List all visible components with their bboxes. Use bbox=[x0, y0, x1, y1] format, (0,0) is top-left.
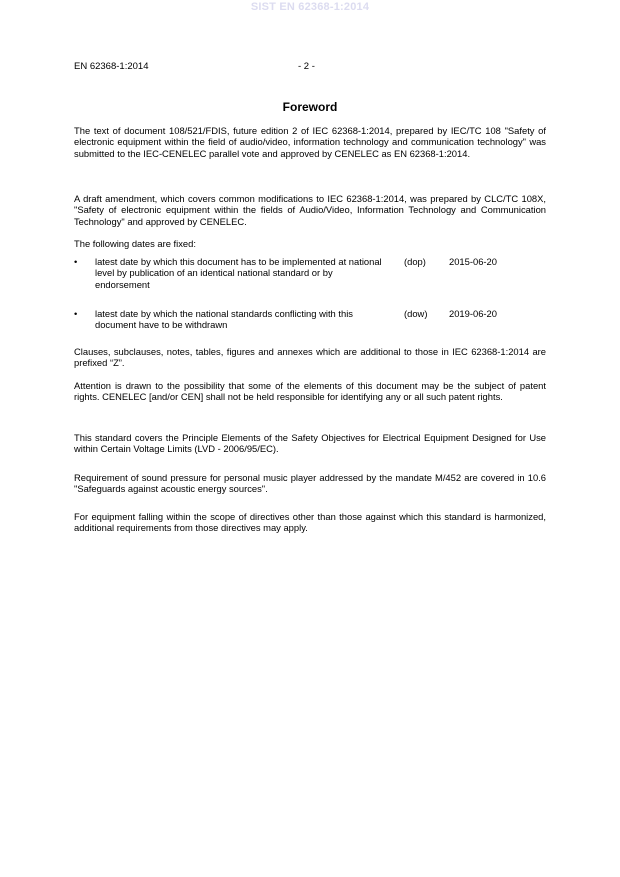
bullet-icon: • bbox=[74, 308, 78, 319]
date-item-text: latest date by which this document has to be implemented at national level by publication of an identical national standard or by endorsement bbox=[95, 256, 382, 290]
paragraph-lvd: This standard covers the Principle Elements of the Safety Objectives for Electrical Equipment Designed for Use within Certain Voltage Limits (LVD - 2006/95/EC). bbox=[74, 432, 546, 455]
paragraph-document-text: The text of document 108/521/FDIS, future edition 2 of IEC 62368-1:2014, prepared by IEC/TC 108 "Safety of electronic equipment within the field of audio/video, information technology and communication technology" was submitted to the IEC-CENELEC parallel vote and approved by CENELEC as EN 62368-1:2014. bbox=[74, 125, 546, 159]
paragraph-draft-amendment: A draft amendment, which covers common modifications to IEC 62368-1:2014, was prepared by CLC/TC 108X, "Safety of electronic equipment within the fields of Audio/Video, Information Technology and Communication Technology" and approved by CENELEC. bbox=[74, 193, 546, 227]
date-item-code: (dop) bbox=[404, 256, 426, 267]
date-item-dow bbox=[74, 308, 546, 332]
paragraph-dates-intro: The following dates are fixed: bbox=[74, 238, 196, 249]
date-item-text: latest date by which the national standards conflicting with this document have to be withdrawn bbox=[95, 308, 353, 331]
watermark: SIST EN 62368-1:2014 bbox=[250, 1, 370, 13]
page-title: Foreword bbox=[282, 100, 338, 114]
bullet-icon: • bbox=[74, 256, 78, 267]
paragraph-patent-rights: Attention is drawn to the possibility that some of the elements of this document may be the subject of patent rights. CENELEC [and/or CEN] shall not be held responsible for identifying any or all such patent rights. bbox=[74, 380, 546, 403]
paragraph-sound-pressure: Requirement of sound pressure for personal music player addressed by the mandate M/452 are covered in 10.6 "Safeguards against acoustic energy sources". bbox=[74, 472, 546, 495]
date-item-dop bbox=[74, 256, 546, 292]
date-item-code: (dow) bbox=[404, 308, 428, 319]
page-number: - 2 - bbox=[298, 61, 315, 72]
date-item-date: 2019-06-20 bbox=[449, 308, 497, 319]
paragraph-other-directives: For equipment falling within the scope of directives other than those against which this standard is harmonized, additional requirements from those directives may apply. bbox=[74, 511, 546, 534]
document-id: EN 62368-1:2014 bbox=[74, 61, 149, 72]
date-item-date: 2015-06-20 bbox=[449, 256, 497, 267]
paragraph-clauses: Clauses, subclauses, notes, tables, figures and annexes which are additional to those in IEC 62368-1:2014 are prefixed “Z”. bbox=[74, 346, 546, 369]
